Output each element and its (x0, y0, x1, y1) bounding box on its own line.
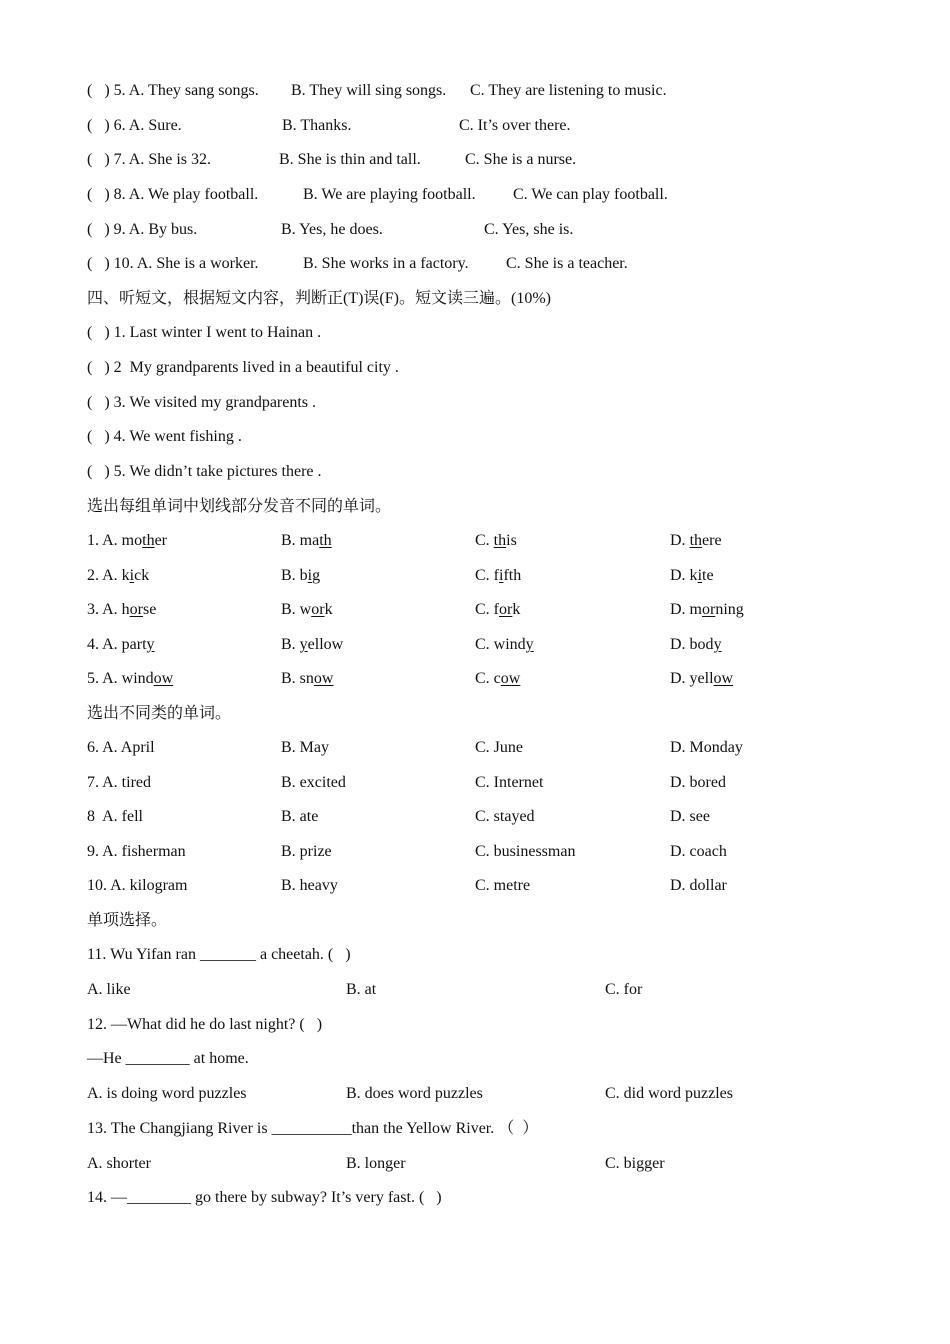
underlined-letters: y (299, 636, 308, 653)
underlined-letters: or (702, 601, 716, 618)
word-part: er (154, 532, 168, 549)
underlined-letters: th (689, 532, 703, 549)
word-option: C. businessman (475, 843, 576, 860)
list-item: ( ) 2 My grandparents lived in a beautiful city . (87, 359, 399, 376)
word-part: C. (475, 532, 494, 549)
word-part: C. f (475, 601, 499, 618)
word-option: B. prize (281, 843, 332, 860)
underlined-letters: or (311, 601, 325, 618)
option-c: C. It’s over there. (459, 117, 571, 134)
word-option (670, 600, 744, 620)
option-b: B. at (346, 981, 377, 998)
word-option: D. see (670, 808, 710, 825)
word-option: 9. A. fisherman (87, 843, 186, 860)
word-option (475, 566, 521, 586)
word-part: ck (134, 567, 150, 584)
option-a: A. is doing word puzzles (87, 1085, 247, 1102)
word-option: C. June (475, 739, 523, 756)
underlined-letters: th (319, 532, 332, 549)
underlined-letters: y (146, 636, 155, 653)
underlined-letters: ow (500, 670, 521, 687)
underlined-letters: i (129, 567, 135, 584)
word-part: g (312, 567, 321, 584)
word-part: B. sn (281, 670, 314, 687)
word-part: C. c (475, 670, 501, 687)
word-option: C. Internet (475, 774, 544, 791)
word-option (670, 669, 733, 689)
underlined-letters: i (697, 567, 703, 584)
underlined-letters: i (307, 567, 313, 584)
word-part: 1. A. mo (87, 532, 143, 549)
option-c: C. She is a teacher. (506, 255, 628, 272)
word-option: D. coach (670, 843, 727, 860)
word-option (87, 531, 167, 551)
section-heading: 单项选择。 (87, 912, 168, 929)
underlined-letters: th (142, 532, 155, 549)
underlined-letters: or (129, 601, 143, 618)
word-option (475, 635, 534, 655)
option-c: C. They are listening to music. (470, 82, 667, 99)
question-11: 11. Wu Yifan ran _______ a cheetah. ( ) (87, 946, 351, 963)
list-item: ( ) 3. We visited my grandparents . (87, 394, 317, 411)
option-c: C. bigger (605, 1155, 665, 1172)
list-item: ( ) 4. We went fishing . (87, 428, 242, 445)
word-part: 2. A. k (87, 567, 130, 584)
underlined-letters: ow (713, 670, 734, 687)
section-heading: 选出每组单词中划线部分发音不同的单词。 (87, 498, 392, 515)
list-item: ( ) 7. A. She is 32. (87, 151, 212, 168)
underlined-letters: i (499, 567, 504, 584)
underlined-letters: ow (313, 670, 334, 687)
option-b: B. longer (346, 1155, 406, 1172)
word-part: C. wind (475, 636, 526, 653)
word-part: ning (715, 601, 744, 618)
option-b: B. Yes, he does. (281, 221, 383, 238)
word-option: D. bored (670, 774, 726, 791)
option-a: A. shorter (87, 1155, 151, 1172)
word-part: B. (281, 636, 300, 653)
word-option: 7. A. tired (87, 774, 151, 791)
word-part: 5. A. wind (87, 670, 154, 687)
word-part: k (512, 601, 521, 618)
word-option (87, 635, 155, 655)
word-part: se (143, 601, 157, 618)
word-part: k (324, 601, 333, 618)
word-option (281, 600, 333, 620)
question-12-answer-line: —He ________ at home. (87, 1050, 249, 1067)
list-item: ( ) 10. A. She is a worker. (87, 255, 259, 272)
word-option: 8 A. fell (87, 808, 143, 825)
word-option (475, 669, 520, 689)
word-option (670, 566, 714, 586)
word-part: te (702, 567, 714, 584)
list-item: ( ) 9. A. By bus. (87, 221, 198, 238)
word-option (281, 531, 332, 551)
option-c: C. Yes, she is. (484, 221, 574, 238)
option-b: B. They will sing songs. (291, 82, 447, 99)
word-option: B. heavy (281, 877, 338, 894)
word-part: 3. A. h (87, 601, 130, 618)
underlined-letters: y (525, 636, 534, 653)
section-heading: 选出不同类的单词。 (87, 705, 232, 722)
word-part: B. w (281, 601, 312, 618)
word-part: D. (670, 532, 690, 549)
word-option: D. Monday (670, 739, 743, 756)
word-part: ellow (307, 636, 344, 653)
word-option (281, 669, 333, 689)
word-option (281, 635, 343, 655)
word-part: B. b (281, 567, 308, 584)
word-option: B. ate (281, 808, 319, 825)
list-item: ( ) 5. A. They sang songs. (87, 82, 259, 99)
list-item: ( ) 5. We didn’t take pictures there . (87, 463, 322, 480)
word-part: D. yell (670, 670, 714, 687)
word-option (475, 600, 520, 620)
word-part: B. ma (281, 532, 320, 549)
word-option: 10. A. kilogram (87, 877, 188, 894)
question-14: 14. —________ go there by subway? It’s very fast. ( ) (87, 1189, 442, 1206)
word-part: C. f (475, 567, 499, 584)
list-item: ( ) 6. A. Sure. (87, 117, 182, 134)
word-option (475, 531, 517, 551)
underlined-letters: or (499, 601, 513, 618)
word-option: C. metre (475, 877, 531, 894)
question-13: 13. The Changjiang River is __________than the Yellow River. （ ） (87, 1120, 539, 1137)
section-heading: 四、听短文，根据短文内容，判断正(T)误(F)。短文读三遍。(10%) (87, 290, 551, 307)
option-c: C. for (605, 981, 643, 998)
word-option: B. excited (281, 774, 346, 791)
list-item: ( ) 8. A. We play football. (87, 186, 259, 203)
word-part: D. m (670, 601, 702, 618)
word-part: is (506, 532, 517, 549)
option-c: C. She is a nurse. (465, 151, 577, 168)
list-item: ( ) 1. Last winter I went to Hainan . (87, 324, 322, 341)
question-12: 12. —What did he do last night? ( ) (87, 1016, 323, 1033)
option-a: A. like (87, 981, 131, 998)
word-option (87, 669, 173, 689)
option-b: B. We are playing football. (303, 186, 476, 203)
underlined-letters: ow (153, 670, 174, 687)
word-part: 4. A. part (87, 636, 147, 653)
option-b: B. Thanks. (282, 117, 352, 134)
word-option (670, 635, 722, 655)
option-c: C. did word puzzles (605, 1085, 733, 1102)
word-part: D. bod (670, 636, 714, 653)
option-b: B. She works in a factory. (303, 255, 469, 272)
word-part: D. k (670, 567, 698, 584)
word-option: D. dollar (670, 877, 727, 894)
word-option (281, 566, 320, 586)
word-option: C. stayed (475, 808, 535, 825)
word-option: B. May (281, 739, 329, 756)
option-b: B. does word puzzles (346, 1085, 483, 1102)
word-part: ere (702, 532, 722, 549)
option-c: C. We can play football. (513, 186, 668, 203)
word-part: fth (503, 567, 522, 584)
underlined-letters: th (493, 532, 507, 549)
underlined-letters: y (713, 636, 722, 653)
word-option (87, 566, 149, 586)
word-option: 6. A. April (87, 739, 155, 756)
word-option (87, 600, 156, 620)
option-b: B. She is thin and tall. (279, 151, 421, 168)
word-option (670, 531, 722, 551)
